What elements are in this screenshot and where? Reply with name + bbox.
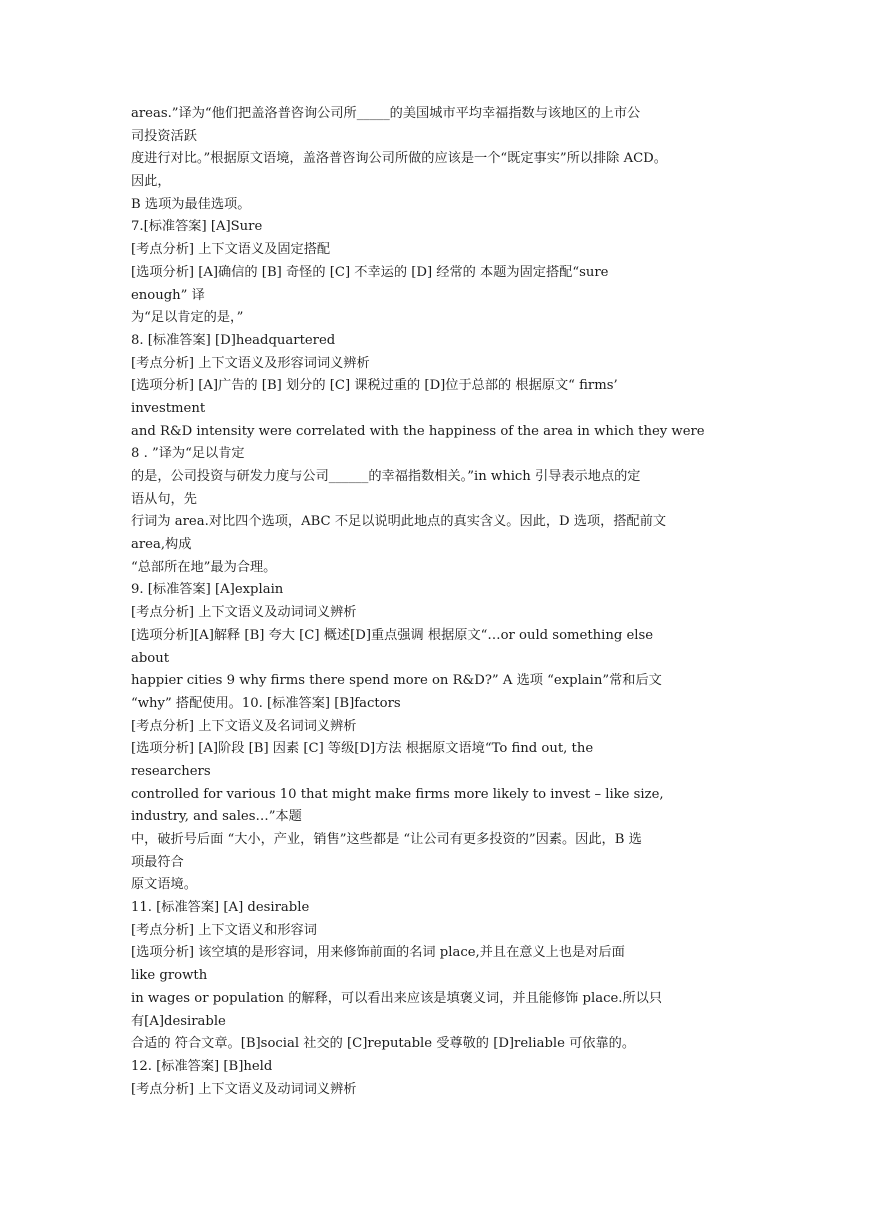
text-line: [考点分析] 上下文语义和形容词: [131, 922, 317, 938]
text-line: areas.”译为“他们把盖洛普咨询公司所_____的美国城市平均幸福指数与该地区的上市公: [131, 106, 641, 121]
text-line: [考点分析] 上下文语义及动词词义辨析: [131, 605, 357, 621]
text-line: happier cities 9 why firms there spend more on R&D?” A 选项 “explain”常和后文: [131, 673, 662, 689]
text-line: 行词为 area.对比四个选项，ABC 不足以说明此地点的真实含义。因此，D 选项，搭配前文: [131, 514, 667, 530]
answer-heading-8: 8. [标准答案] [D]headquartered: [131, 332, 336, 348]
text-line: [考点分析] 上下文语义及动词词义辨析: [131, 1081, 357, 1097]
answer-heading-11: 11. [标准答案] [A] desirable: [131, 900, 310, 916]
text-line: 项最符合: [131, 854, 184, 870]
text-line: about: [131, 650, 170, 666]
text-line: 中，破折号后面 “大小，产业，销售”这些都是 “让公司有更多投资的”因素。因此，B 选: [131, 832, 642, 847]
document-page: [131, 103, 743, 1101]
text-line: enough” 译: [131, 287, 205, 303]
text-line: researchers: [131, 763, 211, 779]
text-line: 原文语境。: [131, 877, 197, 893]
answer-heading-7: 7.[标准答案] [A]Sure: [131, 219, 263, 235]
text-line: area,构成: [131, 537, 192, 553]
text-line: 为“足以肯定的是，”: [131, 310, 244, 326]
text-line: 度进行对比。”根据原文语境，盖洛普咨询公司所做的应该是一个“既定事实”所以排除 ACD。: [131, 151, 667, 167]
text-line: in wages or population 的解释，可以看出来应该是填褒义词，并且能修饰 place.所以只: [131, 990, 663, 1006]
text-line: [选项分析][A]解释 [B] 夸大 [C] 概述[D]重点强调 根据原文“…or ould something else: [131, 627, 654, 643]
text-line: [考点分析] 上下文语义及固定搭配: [131, 242, 331, 258]
text-line: [考点分析] 上下文语义及形容词词义辨析: [131, 355, 370, 371]
answer-heading-9: 9. [标准答案] [A]explain: [131, 582, 284, 598]
text-line: 因此，: [131, 174, 171, 190]
text-line: “总部所在地”最为合理。: [131, 559, 277, 575]
text-line: 8 . ”译为“足以肯定: [131, 446, 245, 462]
text-line: [选项分析] [A]广告的 [B] 划分的 [C] 课税过重的 [D]位于总部的 根据原文“ firms’: [131, 378, 618, 394]
text-line: [选项分析] 该空填的是形容词，用来修饰前面的名词 place,并且在意义上也是对后面: [131, 945, 625, 961]
text-line: B 选项为最佳选项。: [131, 196, 251, 212]
text-line: [选项分析] [A]确信的 [B] 奇怪的 [C] 不幸运的 [D] 经常的 本题为固定搭配“sure: [131, 264, 609, 280]
text-line: industry, and sales…”本题: [131, 809, 302, 825]
text-line: 合适的 符合文章。[B]social 社交的 [C]reputable 受尊敬的 [D]reliable 可依靠的。: [131, 1036, 636, 1052]
answer-heading-12: 12. [标准答案] [B]held: [131, 1058, 273, 1074]
text-line: “why” 搭配使用。10. [标准答案] [B]factors: [131, 695, 401, 711]
text-line: like growth: [131, 968, 208, 984]
text-line: 语从句，先: [131, 491, 197, 507]
text-line: controlled for various 10 that might make firms more likely to invest – like size,: [131, 786, 664, 802]
text-line: and R&D intensity were correlated with the happiness of the area in which they were: [131, 423, 705, 439]
text-line: [选项分析] [A]阶段 [B] 因素 [C] 等级[D]方法 根据原文语境“To find out, the: [131, 741, 594, 757]
text-line: 司投资活跃: [131, 128, 197, 144]
text-line: 的是，公司投资与研发力度与公司______的幸福指数相关。”in which 引导表示地点的定: [131, 469, 641, 484]
text-line: 有[A]desirable: [131, 1013, 226, 1029]
text-line: investment: [131, 400, 206, 416]
text-line: [考点分析] 上下文语义及名词词义辨析: [131, 718, 357, 734]
